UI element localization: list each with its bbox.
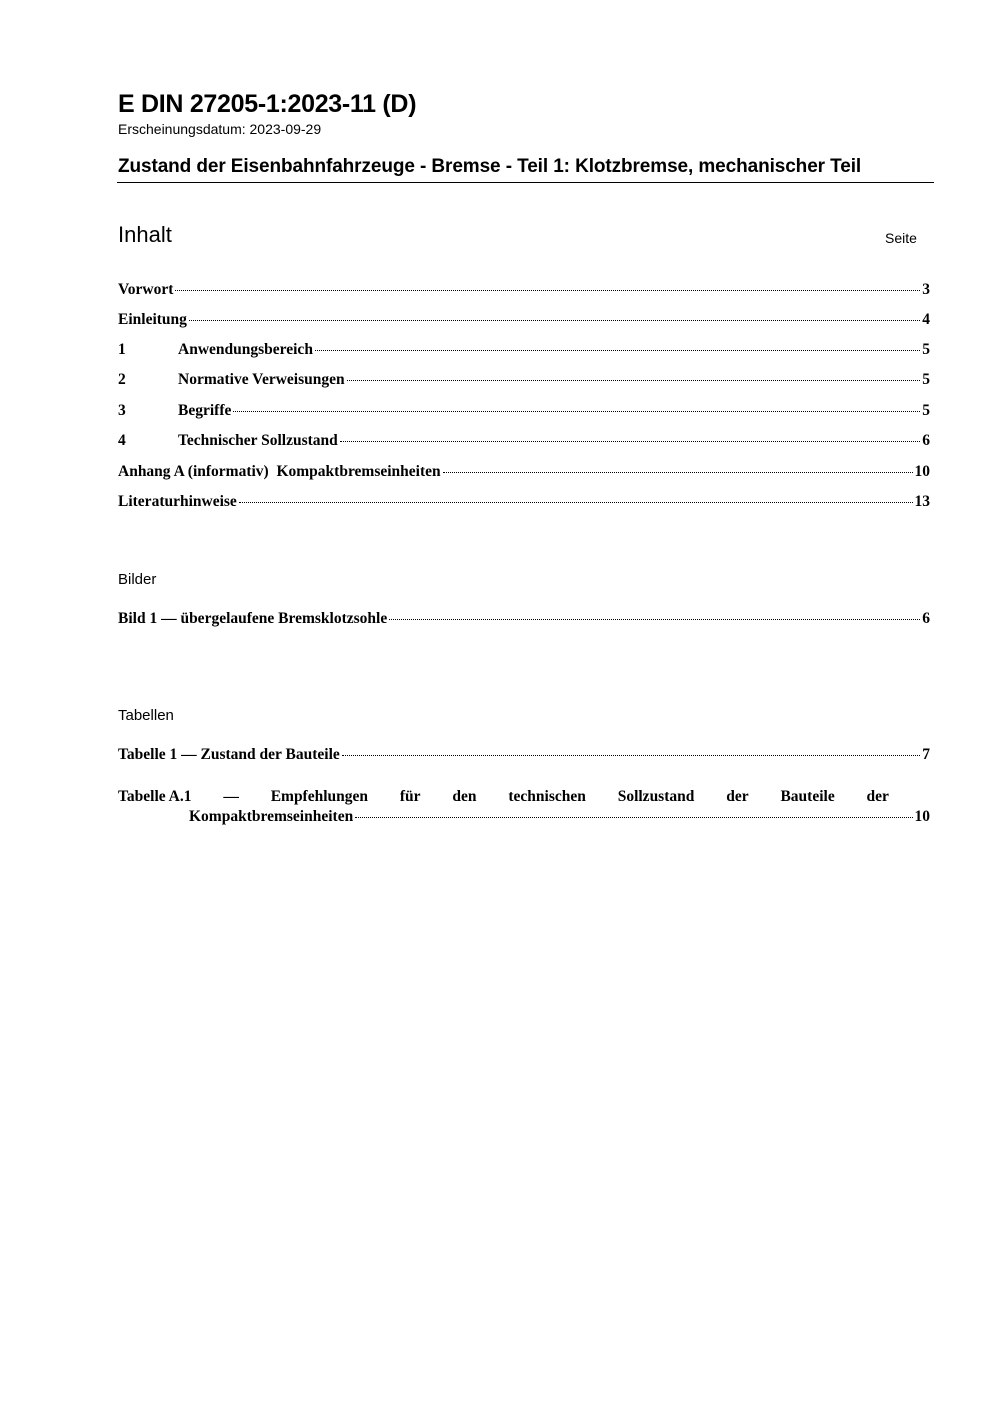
toc-entry-page: 5 <box>922 402 930 419</box>
table-entry-tabelle-1[interactable] <box>118 746 930 764</box>
justified-word: technischen <box>508 788 586 805</box>
document-title: Zustand der Eisenbahnfahrzeuge - Bremse - Teil 1: Klotzbremse, mechanischer Teil <box>118 156 862 177</box>
justified-word: der <box>866 788 889 805</box>
toc-entry-page: 5 <box>922 371 930 388</box>
dot-leader <box>389 619 920 620</box>
justified-word: Bauteile <box>780 788 835 805</box>
toc-entry-technischer-sollzustand[interactable] <box>118 432 930 450</box>
title-underline <box>117 182 934 183</box>
toc-entry-number: 3 <box>118 402 126 419</box>
toc-entry-page: 3 <box>922 281 930 298</box>
toc-entry-page: 6 <box>922 610 930 627</box>
toc-entry-anwendungsbereich[interactable] <box>118 341 930 359</box>
toc-entry-number: 1 <box>118 341 126 358</box>
toc-entry-text: Bild 1 — übergelaufene Bremsklotzsohle <box>118 610 388 627</box>
toc-entry-text: Vorwort <box>118 281 174 298</box>
page-column-label: Seite <box>885 230 917 246</box>
toc-entry-page: 10 <box>914 463 930 480</box>
toc-entry-literaturhinweise[interactable] <box>118 493 930 511</box>
figures-heading: Bilder <box>118 571 157 588</box>
toc-entry-page: 7 <box>922 746 930 763</box>
toc-entry-text: Normative Verweisungen <box>178 371 345 388</box>
toc-entry-page: 6 <box>922 432 930 449</box>
toc-entry-page: 13 <box>914 493 930 510</box>
dot-leader <box>175 290 920 291</box>
document-id: E DIN 27205-1:2023-11 (D) <box>118 90 417 118</box>
toc-entry-begriffe[interactable] <box>118 402 930 420</box>
dot-leader <box>443 472 913 473</box>
dot-leader <box>355 817 912 818</box>
toc-entry-number: 4 <box>118 432 126 449</box>
toc-entry-text: Kompaktbremseinheiten <box>189 808 354 825</box>
toc-entry-einleitung[interactable] <box>118 311 930 329</box>
toc-entry-normative-verweisungen[interactable] <box>118 371 930 389</box>
dot-leader <box>342 755 920 756</box>
toc-heading: Inhalt <box>118 222 172 247</box>
dot-leader <box>239 502 913 503</box>
justified-word: den <box>452 788 477 805</box>
dot-leader <box>347 380 921 381</box>
tables-heading: Tabellen <box>118 707 174 724</box>
toc-entry-text: Anhang A (informativ) Kompaktbremseinheiten <box>118 463 441 480</box>
toc-entry-text: Literaturhinweise <box>118 493 237 510</box>
toc-entry-text: Tabelle 1 — Zustand der Bauteile <box>118 746 340 763</box>
dot-leader <box>233 411 920 412</box>
justified-word: für <box>399 788 421 805</box>
publication-date: Erscheinungsdatum: 2023-09-29 <box>118 121 322 137</box>
justified-word: Empfehlungen <box>270 788 369 805</box>
toc-entry-page: 10 <box>914 808 930 825</box>
dot-leader <box>315 350 920 351</box>
toc-entry-vorwort[interactable] <box>118 281 930 299</box>
toc-entry-anhang-a[interactable] <box>118 463 930 481</box>
toc-entry-text: Anwendungsbereich <box>178 341 313 358</box>
justified-word: Sollzustand <box>617 788 695 805</box>
justified-word: — <box>223 788 239 805</box>
figure-entry-bild-1[interactable] <box>118 610 930 628</box>
dot-leader <box>189 320 920 321</box>
justified-word: Tabelle A.1 <box>118 788 192 805</box>
toc-entry-page: 5 <box>922 341 930 358</box>
toc-entry-number: 2 <box>118 371 126 388</box>
toc-entry-text: Einleitung <box>118 311 187 328</box>
table-entry-tabelle-a1[interactable] <box>118 788 889 806</box>
toc-entry-text: Technischer Sollzustand <box>178 432 338 449</box>
justified-word: der <box>726 788 749 805</box>
toc-entry-page: 4 <box>922 311 930 328</box>
toc-entry-text: Begriffe <box>178 402 232 419</box>
dot-leader <box>340 441 920 442</box>
table-entry-tabelle-a1-continuation[interactable] <box>189 808 930 826</box>
